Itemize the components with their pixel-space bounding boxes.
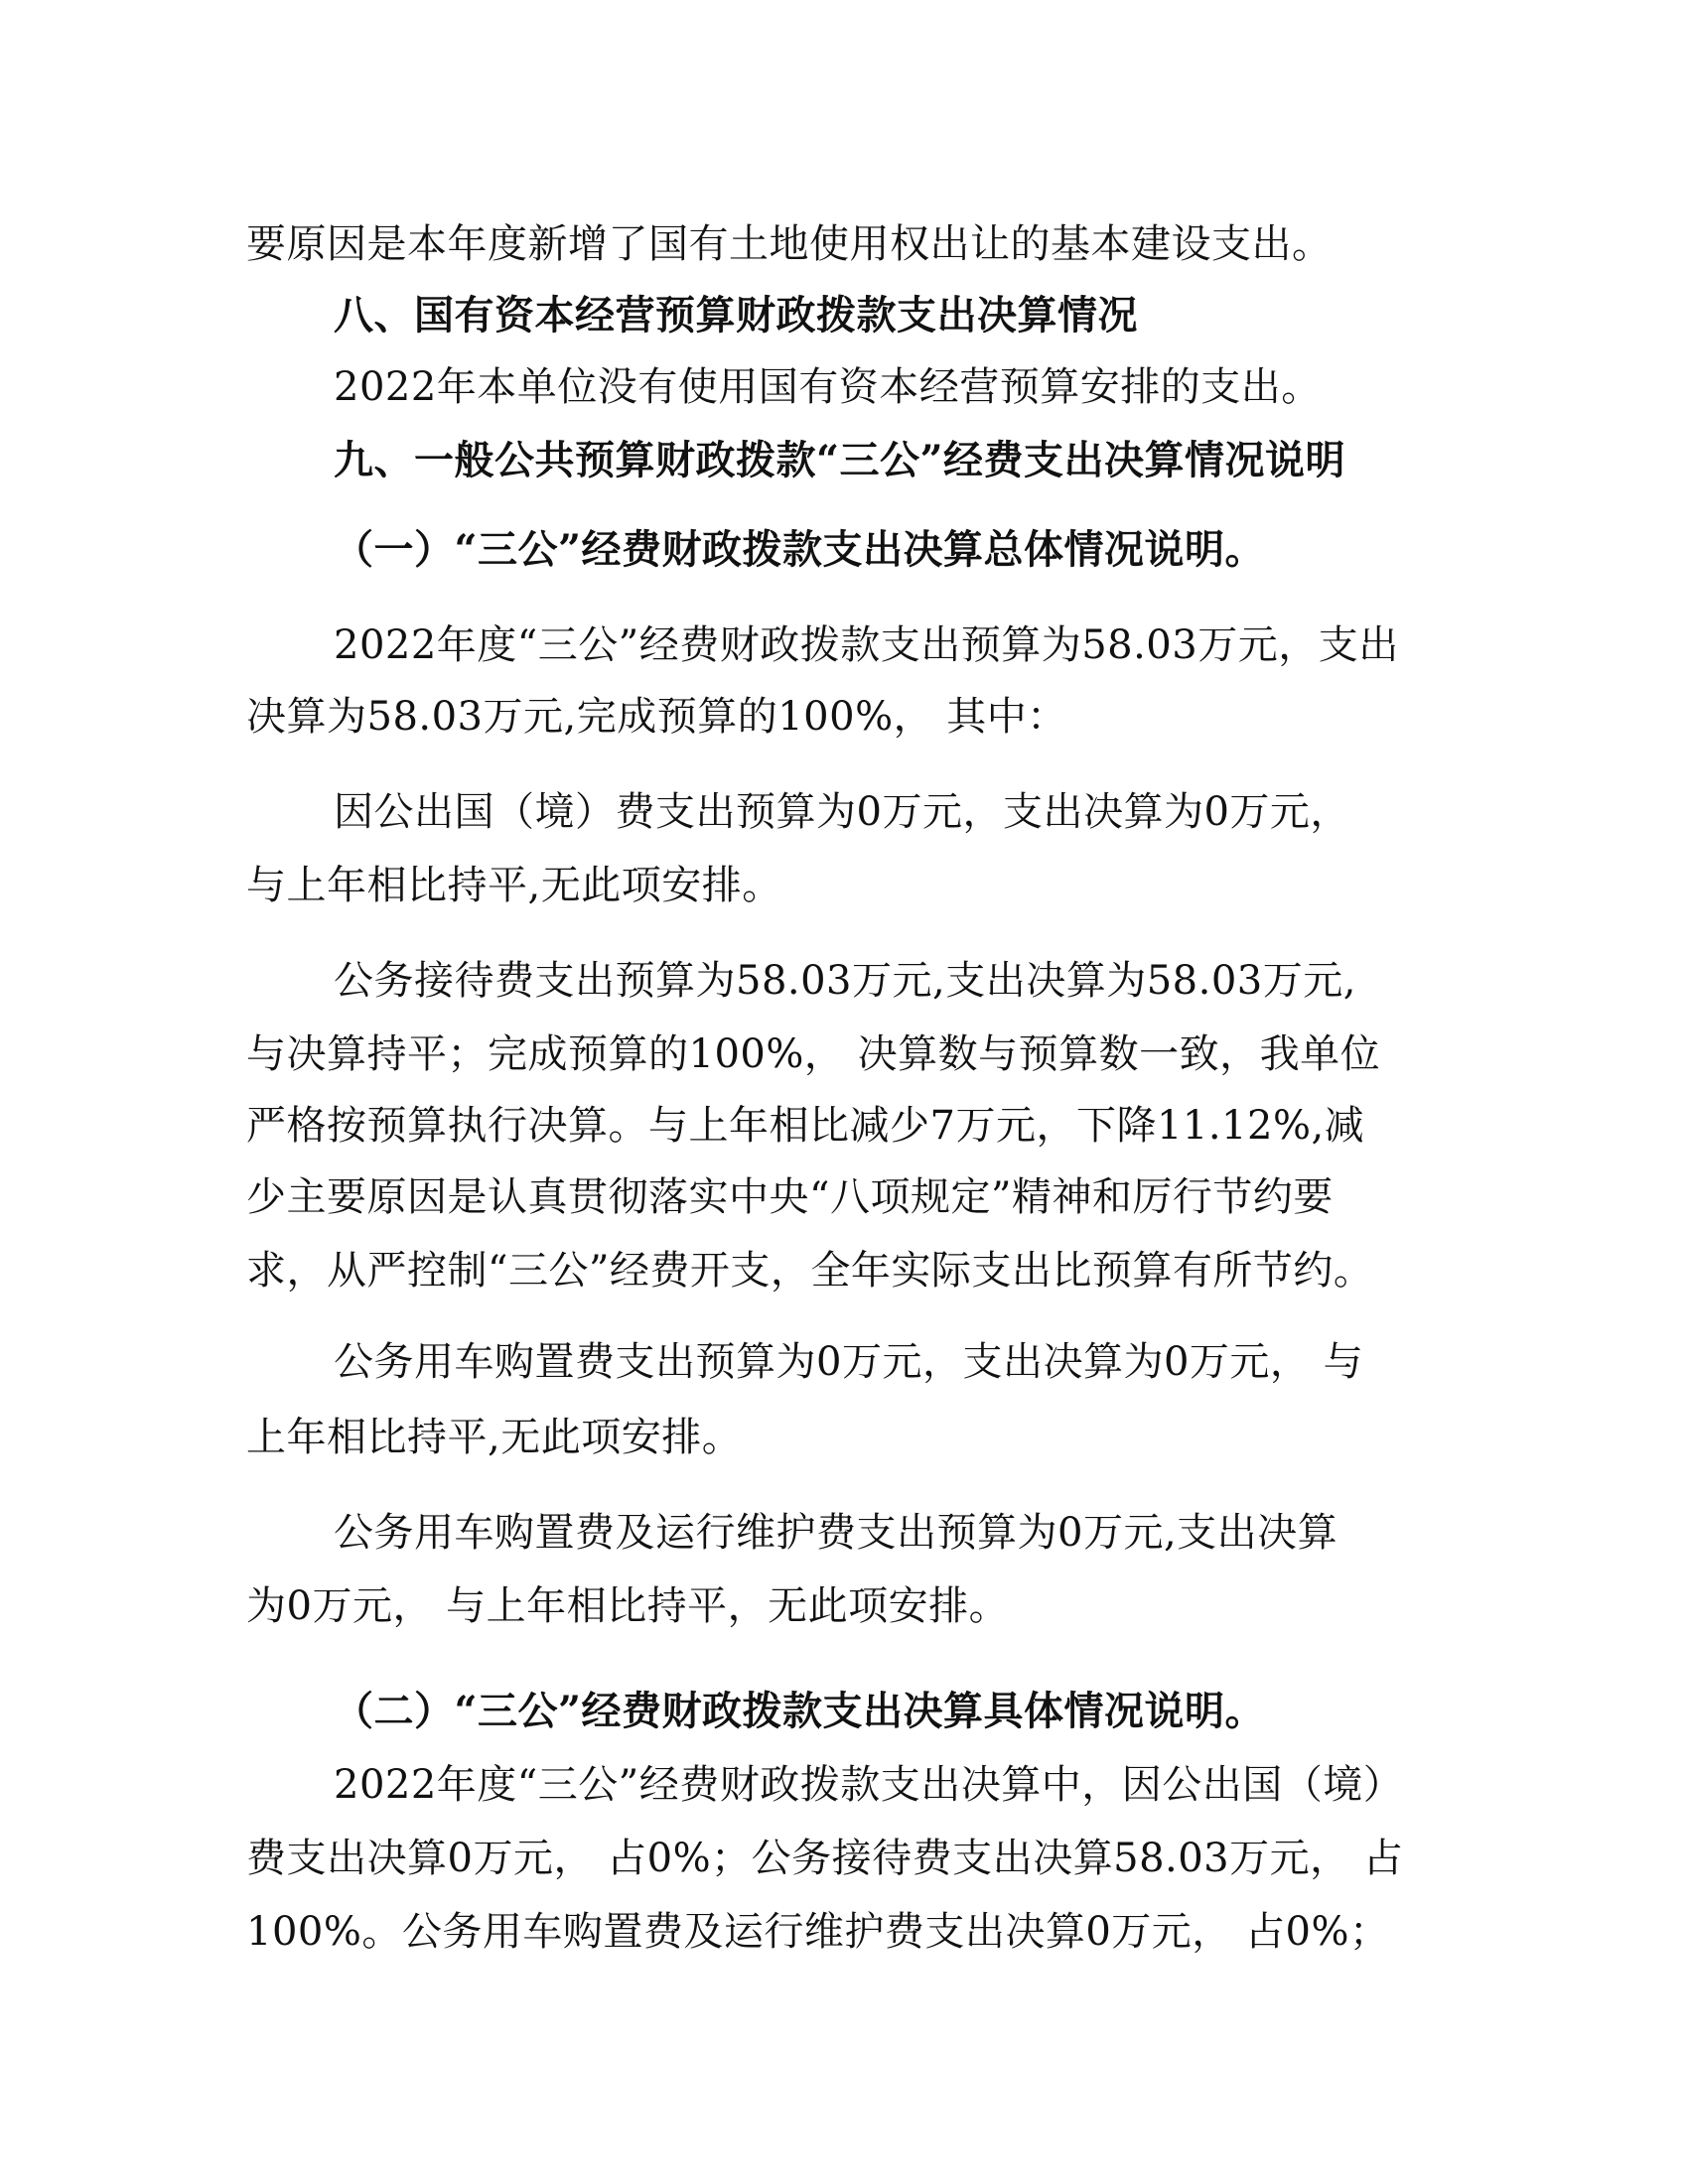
text-line: 公务用车购置费支出预算为0万元，支出决算为0万元， 与 [334,1339,1364,1385]
text-line: 严格按预算执行决算。与上年相比减少7万元，下降11.12%,减 [246,1103,1365,1149]
text-line: 公务用车购置费及运行维护费支出预算为0万元,支出决算 [334,1510,1338,1556]
subsection-heading-1: （一）“三公”经费财政拨款支出决算总体情况说明。 [334,526,1266,573]
text-line: 求，从严控制“三公”经费开支，全年实际支出比预算有所节约。 [246,1248,1374,1294]
text-line: 上年相比持平,无此项安排。 [246,1415,743,1460]
subsection-heading-2: （二）“三公”经费财政拨款支出决算具体情况说明。 [334,1688,1266,1734]
text-line: 2022年度“三公”经费财政拨款支出预算为58.03万元，支出 [334,622,1399,668]
text-line: 少主要原因是认真贯彻落实中央“八项规定”精神和厉行节约要 [246,1174,1334,1220]
section-heading-8: 八、国有资本经营预算财政拨款支出决算情况 [334,292,1138,339]
text-line: 与上年相比持平,无此项安排。 [246,863,782,908]
text-line: 公务接待费支出预算为58.03万元,支出决算为58.03万元, [334,958,1356,1004]
text-line: 费支出决算0万元， 占0%；公务接待费支出决算58.03万元， 占 [246,1836,1404,1881]
text-line: 2022年本单位没有使用国有资本经营预算安排的支出。 [334,364,1322,410]
text-line: 决算为58.03万元,完成预算的100%， 其中： [246,694,1067,740]
text-line: 100%。公务用车购置费及运行维护费支出决算0万元， 占0%； [246,1909,1390,1955]
text-line: 为0万元， 与上年相比持平，无此项安排。 [246,1583,1010,1629]
text-line: 因公出国（境）费支出预算为0万元，支出决算为0万元， [334,789,1350,835]
section-heading-9: 九、一般公共预算财政拨款“三公”经费支出决算情况说明 [334,437,1346,483]
text-line: 要原因是本年度新增了国有土地使用权出让的基本建设支出。 [246,221,1333,267]
text-line: 2022年度“三公”经费财政拨款支出决算中，因公出国（境） [334,1762,1404,1808]
text-line: 与决算持平；完成预算的100%， 决算数与预算数一致，我单位 [246,1031,1381,1077]
